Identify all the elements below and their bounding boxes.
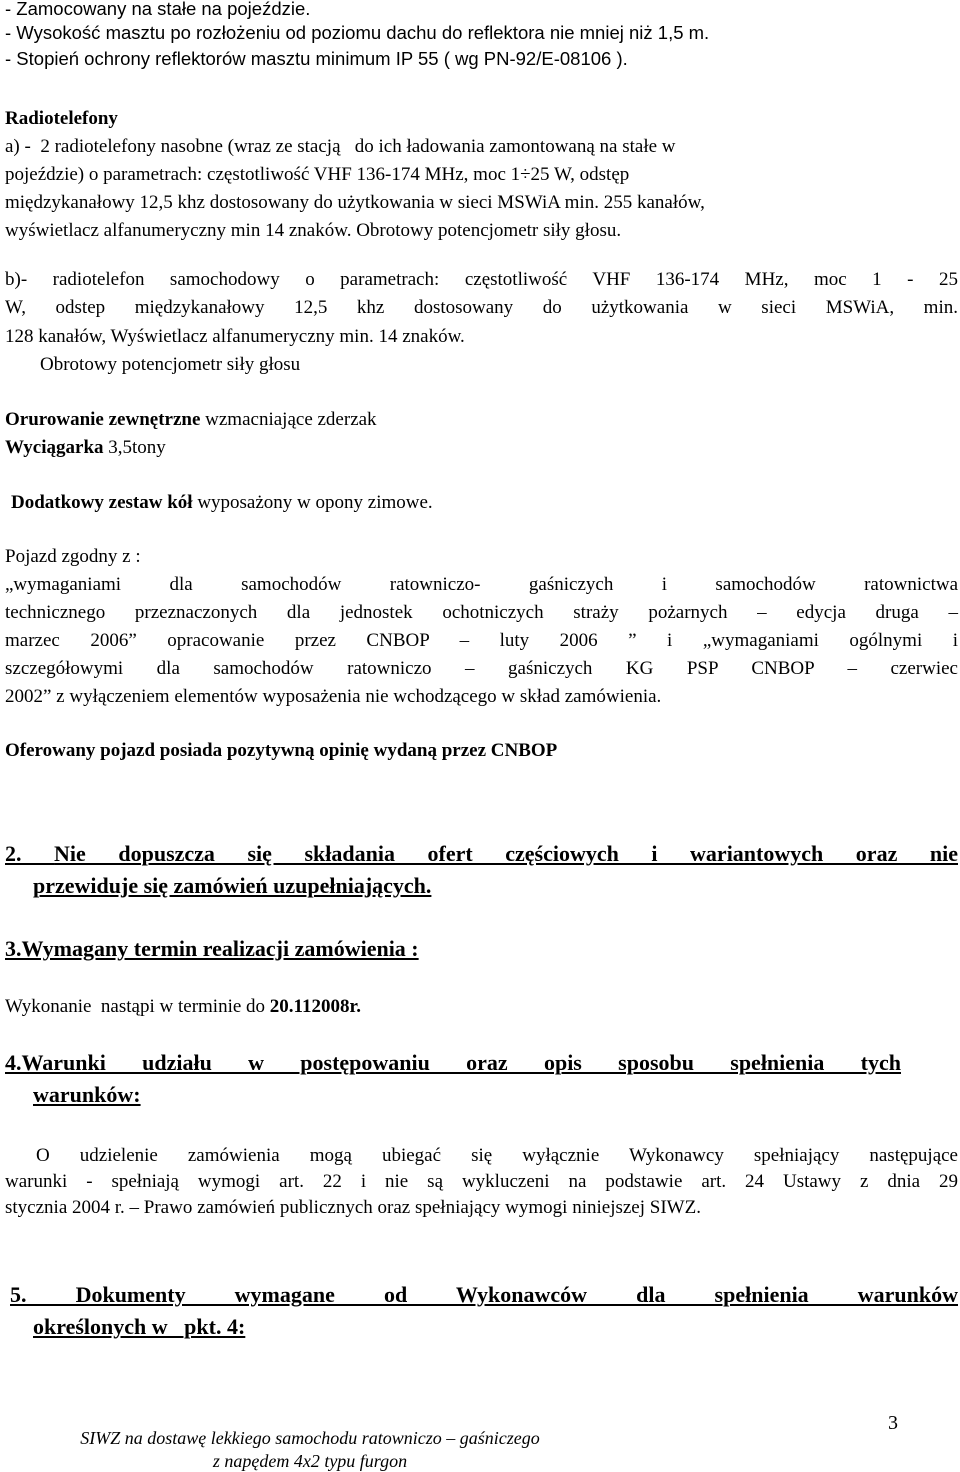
section-4-body: stycznia 2004 r. – Prawo zamówień publicznych oraz spełniający wymogi niniejszej SIWZ. xyxy=(5,1197,701,1218)
equipment-kola xyxy=(11,491,433,515)
deadline-date: 20.112008r. xyxy=(269,996,361,1017)
compliance-line: „wymaganiami dla samochodów ratowniczo- gaśniczych i samochodów ratownictwa xyxy=(5,574,958,595)
equipment-wyciagarka xyxy=(5,436,166,460)
radio-b-line: b)- radiotelefon samochodowy o parametrach: częstotliwość VHF 136-174 MHz, moc 1 - 25 xyxy=(5,269,958,290)
section-2-title: Nie dopuszcza się składania ofert częściowych i wariantowych oraz nie xyxy=(54,841,958,866)
compliance-line: technicznego przeznaczonych dla jednostek ochotniczych straży pożarnych – edycja druga – xyxy=(5,602,958,623)
compliance-intro: Pojazd zgodny z : xyxy=(5,546,141,567)
radio-heading: Radiotelefony xyxy=(5,108,118,129)
section-2-number: 2. xyxy=(5,841,22,866)
orurowanie-desc: wzmacniające zderzak xyxy=(200,409,377,430)
section-4-body: O udzielenie zamówienia mogą ubiegać się wyłącznie Wykonawcy spełniający następujące xyxy=(36,1145,958,1166)
wyciagarka-label: Wyciągarka xyxy=(5,437,104,458)
compliance-line: szczegółowymi dla samochodów ratowniczo – gaśniczych KG PSP CNBOP – czerwiec xyxy=(5,658,958,679)
section-4-heading-cont: warunków: xyxy=(33,1082,141,1107)
cnbop-opinion: Oferowany pojazd posiada pozytywną opinię wydaną przez CNBOP xyxy=(5,740,558,761)
radio-b-line: Obrotowy potencjometr siły głosu xyxy=(40,354,301,375)
compliance-line: marzec 2006” opracowanie przez CNBOP – luty 2006 ” i „wymaganiami ogólnymi i xyxy=(5,630,958,651)
section-2-heading xyxy=(5,840,958,868)
radio-b-line: 128 kanałów, Wyświetlacz alfanumeryczny min. 14 znaków. xyxy=(5,326,465,347)
radio-a-line: wyświetlacz alfanumeryczny min 14 znaków. Obrotowy potencjometr siły głosu. xyxy=(5,220,622,241)
section-5-heading: 5. Dokumenty wymagane od Wykonawców dla spełnienia warunków xyxy=(10,1282,958,1307)
orurowanie-label: Orurowanie zewnętrzne xyxy=(5,409,201,430)
wyciagarka-desc: 3,5tony xyxy=(103,437,166,458)
page-number: 3 xyxy=(888,1412,898,1434)
radio-a-line: a) - 2 radiotelefony nasobne (wraz ze stacją do ich ładowania zamontowaną na stałe w xyxy=(5,136,676,157)
section-4-heading: 4.Warunki udziału w postępowaniu oraz opis sposobu spełnienia tych xyxy=(5,1050,901,1075)
section-3-heading: 3.Wymagany termin realizacji zamówienia : xyxy=(5,936,419,961)
equipment-orurowanie xyxy=(5,408,377,432)
section-4-body: warunki - spełniają wymogi art. 22 i nie są wykluczeni na podstawie art. 24 Ustawy z dnia 29 xyxy=(5,1171,958,1192)
compliance-line: 2002” z wyłączeniem elementów wyposażenia nie wchodzącego w skład zamówienia. xyxy=(5,686,662,707)
radio-a-line: międzykanałowy 12,5 khz dostosowany do użytkowania w sieci MSWiA min. 255 kanałów, xyxy=(5,192,705,213)
list-item-mounting: - Zamocowany na stałe na pojeździe. xyxy=(5,0,311,19)
kola-label: Dodatkowy zestaw kół xyxy=(11,492,193,513)
list-item-mast-height: - Wysokość masztu po rozłożeniu od poziomu dachu do reflektora nie mniej niż 1,5 m. xyxy=(5,22,710,43)
kola-desc: wyposażony w opony zimowe. xyxy=(192,492,433,513)
section-3-text xyxy=(5,995,361,1019)
section-5-heading-cont: określonych w pkt. 4: xyxy=(33,1314,246,1339)
radio-b-line: W, odstep międzykanałowy 12,5 khz dostosowany do użytkowania w sieci MSWiA, min. xyxy=(5,297,958,318)
footer-subtitle: z napędem 4x2 typu furgon xyxy=(212,1451,408,1471)
section-2-heading-cont: przewiduje się zamówień uzupełniających. xyxy=(33,873,432,898)
footer-title: SIWZ na dostawę lekkiego samochodu ratowniczo – gaśniczego xyxy=(80,1428,540,1448)
list-item-ip-rating: - Stopień ochrony reflektorów masztu minimum IP 55 ( wg PN-92/E-08106 ). xyxy=(5,48,628,69)
radio-a-line: pojeździe) o parametrach: częstotliwość VHF 136-174 MHz, moc 1÷25 W, odstęp xyxy=(5,164,630,185)
deadline-text: Wykonanie nastąpi w terminie do xyxy=(5,996,270,1017)
